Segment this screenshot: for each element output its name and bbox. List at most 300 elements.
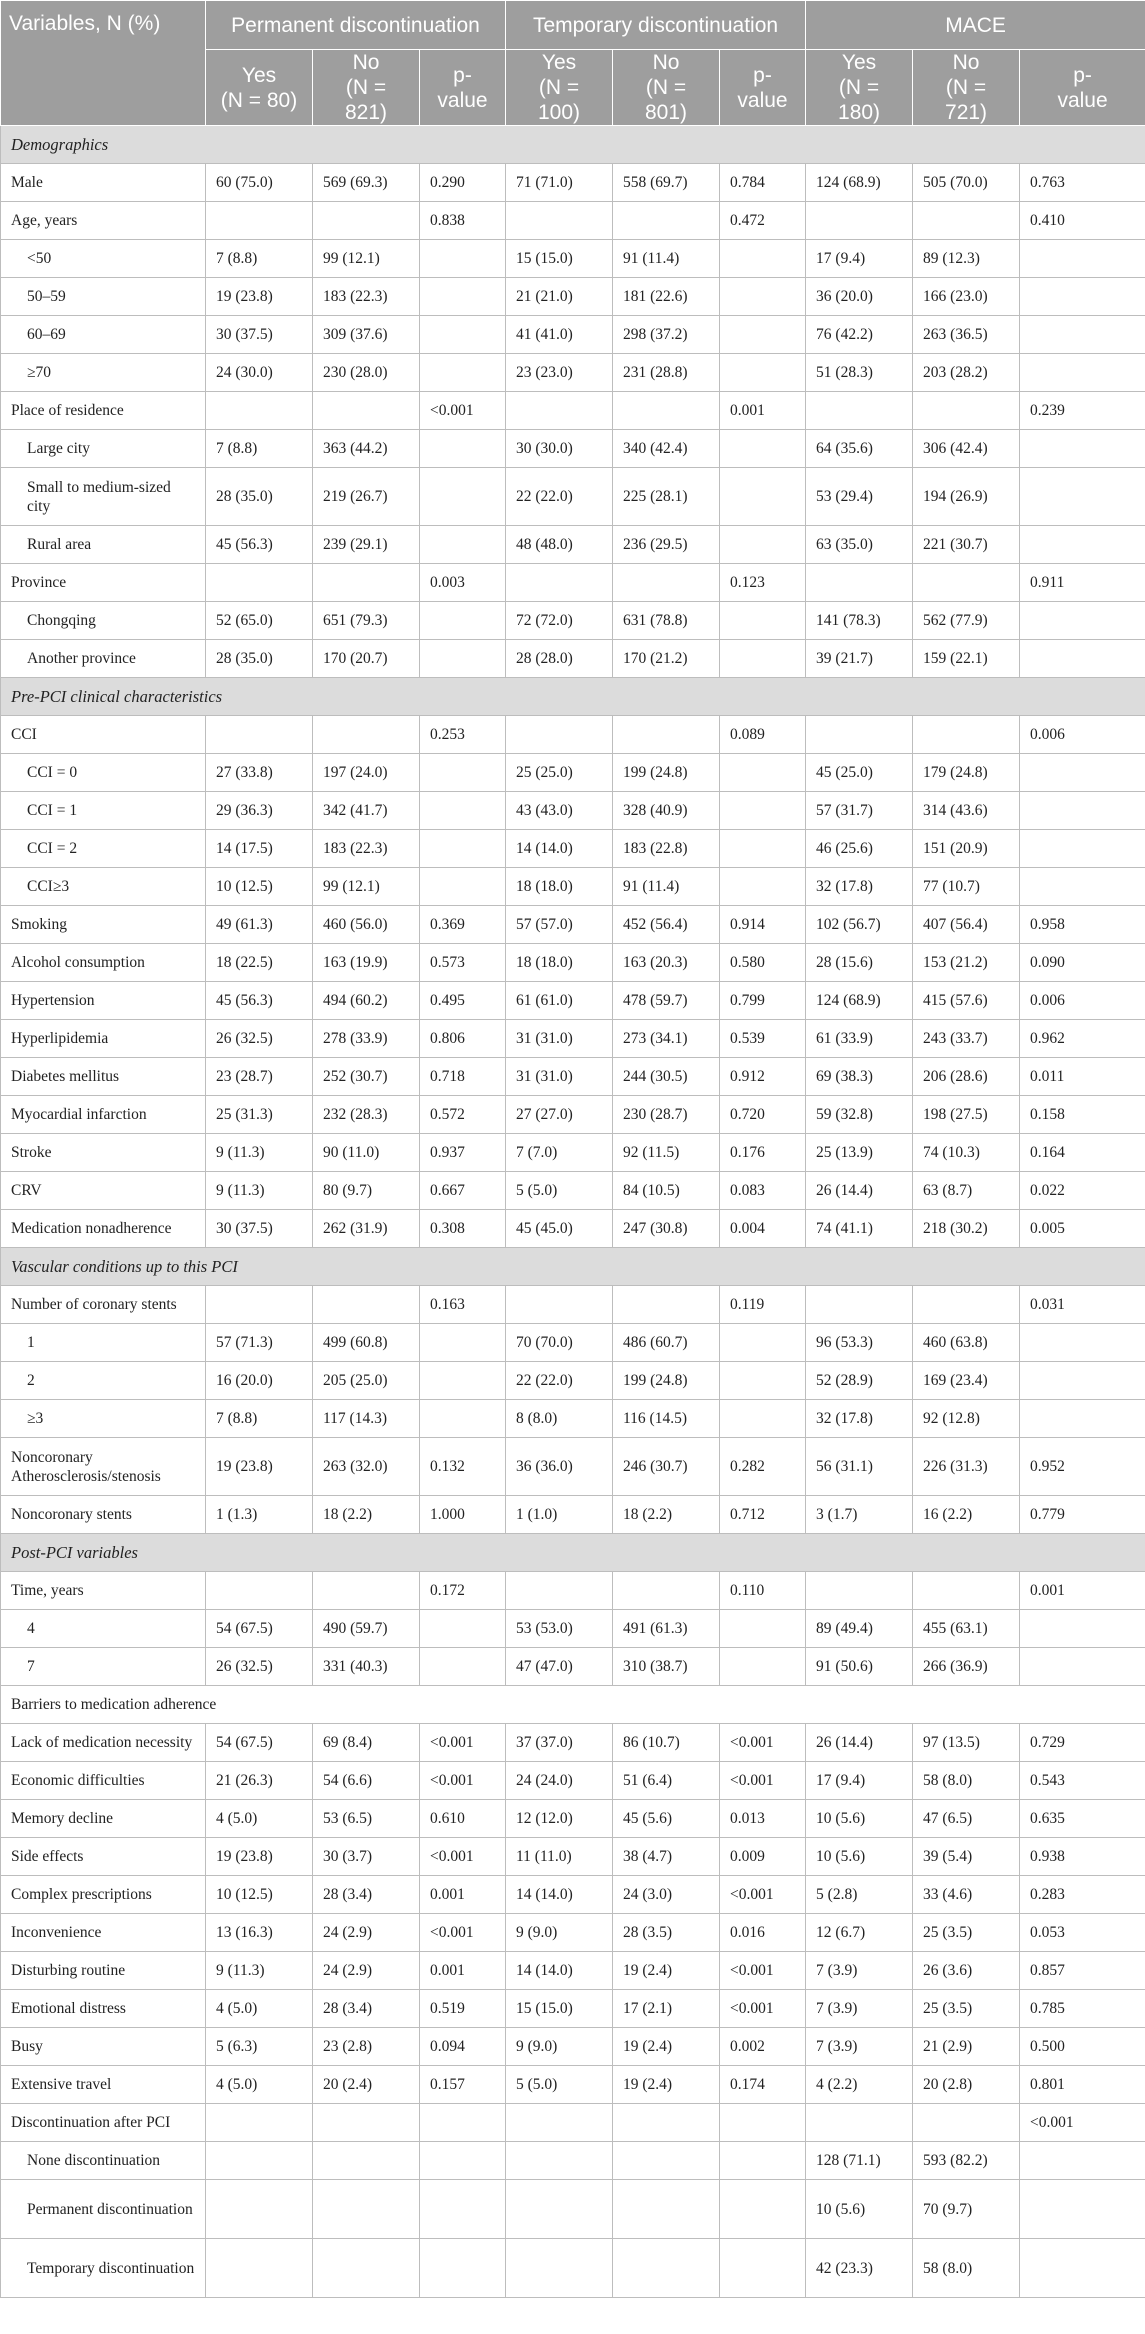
table-cell [1020, 868, 1145, 906]
section-title: Post-PCI variables [1, 1534, 1145, 1572]
table-cell: 48 (48.0) [506, 526, 613, 564]
table-row [1, 1058, 1145, 1096]
table-row [1, 392, 1145, 430]
table-cell [913, 202, 1020, 240]
table-cell [313, 392, 420, 430]
row-label: Place of residence [1, 392, 206, 430]
table-cell: 252 (30.7) [313, 1058, 420, 1096]
table-cell: 0.089 [720, 716, 806, 754]
row-label: Hypertension [1, 982, 206, 1020]
table-cell [720, 868, 806, 906]
table-cell [1020, 354, 1145, 392]
table-cell [720, 316, 806, 354]
table-cell [420, 792, 506, 830]
table-cell: 0.031 [1020, 1286, 1145, 1324]
table-cell: 231 (28.8) [613, 354, 720, 392]
table-row [1, 1362, 1145, 1400]
table-cell: 52 (28.9) [806, 1362, 913, 1400]
row-label: Myocardial infarction [1, 1096, 206, 1134]
table-cell: 30 (37.5) [206, 1210, 313, 1248]
table-cell [506, 2239, 613, 2298]
table-cell: 273 (34.1) [613, 1020, 720, 1058]
table-cell: 298 (37.2) [613, 316, 720, 354]
table-cell: 198 (27.5) [913, 1096, 1020, 1134]
table-cell: <0.001 [420, 1724, 506, 1762]
table-body [1, 126, 1145, 2298]
table-cell: 4 (5.0) [206, 1800, 313, 1838]
table-cell: 455 (63.1) [913, 1610, 1020, 1648]
table-cell: 28 (3.4) [313, 1876, 420, 1914]
row-label: 4 [1, 1610, 206, 1648]
table-cell: 63 (35.0) [806, 526, 913, 564]
table-cell: 266 (36.9) [913, 1648, 1020, 1686]
table-cell: <0.001 [720, 1952, 806, 1990]
table-row [1, 1952, 1145, 1990]
row-label: <50 [1, 240, 206, 278]
table-cell: 452 (56.4) [613, 906, 720, 944]
table-cell: 18 (2.2) [313, 1496, 420, 1534]
table-cell: 28 (28.0) [506, 640, 613, 678]
row-label: CCI = 0 [1, 754, 206, 792]
table-cell: 0.009 [720, 1838, 806, 1876]
table-cell: 0.937 [420, 1134, 506, 1172]
table-cell: 0.914 [720, 906, 806, 944]
table-cell: 12 (6.7) [806, 1914, 913, 1952]
table-cell: 30 (30.0) [506, 430, 613, 468]
table-cell: 16 (20.0) [206, 1362, 313, 1400]
table-cell: 28 (35.0) [206, 640, 313, 678]
table-row [1, 716, 1145, 754]
variables-header: Variables, N (%) [1, 1, 206, 126]
table-cell [1020, 830, 1145, 868]
table-cell: 205 (25.0) [313, 1362, 420, 1400]
column-subheader: No (N = 821) [313, 50, 420, 126]
table-row [1, 868, 1145, 906]
table-cell: 14 (14.0) [506, 1952, 613, 1990]
table-row [1, 2239, 1145, 2298]
row-label: Rural area [1, 526, 206, 564]
table-cell: 0.001 [420, 1952, 506, 1990]
table-cell: 183 (22.8) [613, 830, 720, 868]
table-cell: 4 (2.2) [806, 2066, 913, 2104]
table-cell: 5 (2.8) [806, 1876, 913, 1914]
table-cell: 10 (5.6) [806, 1838, 913, 1876]
table-cell [420, 278, 506, 316]
table-cell: 45 (56.3) [206, 982, 313, 1020]
table-cell: 39 (5.4) [913, 1838, 1020, 1876]
table-cell: 558 (69.7) [613, 164, 720, 202]
table-row [1, 1096, 1145, 1134]
section-row [1, 126, 1145, 164]
table-cell: 57 (31.7) [806, 792, 913, 830]
table-cell: 71 (71.0) [506, 164, 613, 202]
table-cell: 569 (69.3) [313, 164, 420, 202]
table-cell: 0.806 [420, 1020, 506, 1058]
table-cell: 0.006 [1020, 716, 1145, 754]
table-row [1, 982, 1145, 1020]
row-label: Busy [1, 2028, 206, 2066]
table-row [1, 526, 1145, 564]
table-cell [720, 354, 806, 392]
table-cell [313, 2104, 420, 2142]
table-cell: 0.022 [1020, 1172, 1145, 1210]
table-cell: 262 (31.9) [313, 1210, 420, 1248]
table-cell: 47 (6.5) [913, 1800, 1020, 1838]
table-cell [506, 1286, 613, 1324]
table-row [1, 430, 1145, 468]
table-row [1, 1438, 1145, 1496]
table-cell: 199 (24.8) [613, 1362, 720, 1400]
column-subheader: Yes (N = 80) [206, 50, 313, 126]
table-cell: 1 (1.0) [506, 1496, 613, 1534]
table-cell: 0.962 [1020, 1020, 1145, 1058]
table-cell: 7 (7.0) [506, 1134, 613, 1172]
section-row [1, 678, 1145, 716]
table-cell: 0.163 [420, 1286, 506, 1324]
table-cell: 5 (6.3) [206, 2028, 313, 2066]
table-cell: 61 (61.0) [506, 982, 613, 1020]
column-subheader: No (N = 721) [913, 50, 1020, 126]
table-cell [1020, 278, 1145, 316]
table-cell: 179 (24.8) [913, 754, 1020, 792]
table-cell: 22 (22.0) [506, 1362, 613, 1400]
row-label: 50–59 [1, 278, 206, 316]
table-cell: 42 (23.3) [806, 2239, 913, 2298]
table-cell: 26 (32.5) [206, 1020, 313, 1058]
table-cell: 63 (8.7) [913, 1172, 1020, 1210]
group-header-temporary: Temporary discontinuation [506, 1, 806, 50]
table-cell [506, 2104, 613, 2142]
table-cell [420, 830, 506, 868]
table-cell: 141 (78.3) [806, 602, 913, 640]
table-cell [806, 392, 913, 430]
table-cell [313, 564, 420, 602]
table-cell [1020, 792, 1145, 830]
table-cell [1020, 316, 1145, 354]
table-cell: 9 (11.3) [206, 1172, 313, 1210]
table-cell [720, 526, 806, 564]
table-cell [420, 468, 506, 526]
group-header-mace: MACE [806, 1, 1145, 50]
table-cell: 0.090 [1020, 944, 1145, 982]
table-cell: 53 (29.4) [806, 468, 913, 526]
table-cell: 97 (13.5) [913, 1724, 1020, 1762]
table-cell: 5 (5.0) [506, 2066, 613, 2104]
table-cell: 52 (65.0) [206, 602, 313, 640]
table-row [1, 2142, 1145, 2180]
table-cell: 31 (31.0) [506, 1020, 613, 1058]
table-cell: 460 (56.0) [313, 906, 420, 944]
table-cell: 12 (12.0) [506, 1800, 613, 1838]
table-cell: 14 (17.5) [206, 830, 313, 868]
row-label: Alcohol consumption [1, 944, 206, 982]
table-cell: 28 (15.6) [806, 944, 913, 982]
table-cell: 58 (8.0) [913, 1762, 1020, 1800]
table-cell: 99 (12.1) [313, 868, 420, 906]
table-cell: 0.938 [1020, 1838, 1145, 1876]
table-cell [613, 1572, 720, 1610]
table-cell: 17 (9.4) [806, 240, 913, 278]
table-cell: 342 (41.7) [313, 792, 420, 830]
table-row [1, 1210, 1145, 1248]
table-cell: 25 (31.3) [206, 1096, 313, 1134]
table-row [1, 1800, 1145, 1838]
table-cell [720, 278, 806, 316]
table-cell: 562 (77.9) [913, 602, 1020, 640]
table-cell [313, 2180, 420, 2239]
table-cell: 340 (42.4) [613, 430, 720, 468]
table-cell: 0.500 [1020, 2028, 1145, 2066]
table-cell: 10 (5.6) [806, 2180, 913, 2239]
table-cell: 239 (29.1) [313, 526, 420, 564]
table-cell: 0.801 [1020, 2066, 1145, 2104]
table-cell [206, 716, 313, 754]
table-cell [313, 2142, 420, 2180]
table-cell: 0.911 [1020, 564, 1145, 602]
row-label: Another province [1, 640, 206, 678]
column-subheader: p- value [1020, 50, 1145, 126]
table-cell [613, 392, 720, 430]
table-cell: 170 (21.2) [613, 640, 720, 678]
table-cell: <0.001 [1020, 2104, 1145, 2142]
table-cell: 18 (18.0) [506, 944, 613, 982]
table-cell: 47 (47.0) [506, 1648, 613, 1686]
table-cell: 0.572 [420, 1096, 506, 1134]
table-cell [313, 716, 420, 754]
table-cell: 7 (8.8) [206, 430, 313, 468]
row-label: Temporary discontinuation [1, 2239, 206, 2298]
table-row [1, 1020, 1145, 1058]
table-cell: <0.001 [420, 392, 506, 430]
table-cell: 0.952 [1020, 1438, 1145, 1496]
table-cell: 9 (9.0) [506, 2028, 613, 2066]
table-cell: 72 (72.0) [506, 602, 613, 640]
table-cell: 57 (71.3) [206, 1324, 313, 1362]
table-cell: 1.000 [420, 1496, 506, 1534]
table-cell: 163 (20.3) [613, 944, 720, 982]
table-cell: 14 (14.0) [506, 1876, 613, 1914]
table-cell: 328 (40.9) [613, 792, 720, 830]
section-title: Demographics [1, 126, 1145, 164]
column-subheader: Yes (N = 180) [806, 50, 913, 126]
table-cell [806, 202, 913, 240]
table-cell: 0.164 [1020, 1134, 1145, 1172]
table-cell: 0.799 [720, 982, 806, 1020]
table-cell: 9 (9.0) [506, 1914, 613, 1952]
table-cell: 166 (23.0) [913, 278, 1020, 316]
table-cell: 74 (10.3) [913, 1134, 1020, 1172]
table-cell [720, 1400, 806, 1438]
table-cell: 183 (22.3) [313, 278, 420, 316]
row-label: CCI = 1 [1, 792, 206, 830]
table-cell: 0.094 [420, 2028, 506, 2066]
table-cell: 90 (11.0) [313, 1134, 420, 1172]
section-title: Pre-PCI clinical characteristics [1, 678, 1145, 716]
table-cell: 22 (22.0) [506, 468, 613, 526]
table-cell: 53 (6.5) [313, 1800, 420, 1838]
table-cell: 314 (43.6) [913, 792, 1020, 830]
table-cell: 74 (41.1) [806, 1210, 913, 1248]
table-cell: 0.158 [1020, 1096, 1145, 1134]
table-cell: 0.635 [1020, 1800, 1145, 1838]
table-cell [1020, 1400, 1145, 1438]
table-row [1, 1286, 1145, 1324]
table-cell [720, 2180, 806, 2239]
table-cell [806, 1572, 913, 1610]
row-label: CCI [1, 716, 206, 754]
table-cell [506, 564, 613, 602]
table-cell: 19 (23.8) [206, 1438, 313, 1496]
table-cell: 218 (30.2) [913, 1210, 1020, 1248]
table-cell [720, 240, 806, 278]
table-cell: 0.543 [1020, 1762, 1145, 1800]
table-cell [420, 2142, 506, 2180]
table-cell [206, 2239, 313, 2298]
table-cell: 20 (2.8) [913, 2066, 1020, 2104]
table-row [1, 1324, 1145, 1362]
row-label: ≥70 [1, 354, 206, 392]
row-label: Side effects [1, 1838, 206, 1876]
table-cell [1020, 2180, 1145, 2239]
table-cell: 0.006 [1020, 982, 1145, 1020]
table-cell: 116 (14.5) [613, 1400, 720, 1438]
table-cell [420, 1362, 506, 1400]
table-cell: 19 (2.4) [613, 2066, 720, 2104]
table-cell: 225 (28.1) [613, 468, 720, 526]
row-label: Disturbing routine [1, 1952, 206, 1990]
table-cell: 278 (33.9) [313, 1020, 420, 1058]
table-cell: 0.495 [420, 982, 506, 1020]
table-cell: 0.110 [720, 1572, 806, 1610]
table-cell: 407 (56.4) [913, 906, 1020, 944]
table-cell: 309 (37.6) [313, 316, 420, 354]
table-cell: 53 (53.0) [506, 1610, 613, 1648]
table-cell: 7 (8.8) [206, 1400, 313, 1438]
table-cell: 38 (4.7) [613, 1838, 720, 1876]
table-cell: 77 (10.7) [913, 868, 1020, 906]
table-cell: 415 (57.6) [913, 982, 1020, 1020]
row-label: CCI≥3 [1, 868, 206, 906]
table-cell: 11 (11.0) [506, 1838, 613, 1876]
table-cell [1020, 1324, 1145, 1362]
table-cell: 0.283 [1020, 1876, 1145, 1914]
table-cell [506, 716, 613, 754]
table-cell: 92 (12.8) [913, 1400, 1020, 1438]
table-cell [720, 1610, 806, 1648]
table-cell: 45 (45.0) [506, 1210, 613, 1248]
table-cell [313, 202, 420, 240]
table-row [1, 640, 1145, 678]
table-cell [206, 392, 313, 430]
table-cell: 102 (56.7) [806, 906, 913, 944]
table-cell: 0.239 [1020, 392, 1145, 430]
table-cell: 23 (2.8) [313, 2028, 420, 2066]
table-cell: 486 (60.7) [613, 1324, 720, 1362]
table-row [1, 316, 1145, 354]
table-cell: 57 (57.0) [506, 906, 613, 944]
table-cell [913, 2104, 1020, 2142]
table-cell: 236 (29.5) [613, 526, 720, 564]
table-cell: 61 (33.9) [806, 1020, 913, 1058]
column-subheader: No (N = 801) [613, 50, 720, 126]
row-label: Memory decline [1, 1800, 206, 1838]
table-cell: 4 (5.0) [206, 1990, 313, 2028]
table-cell [913, 392, 1020, 430]
table-cell: 89 (49.4) [806, 1610, 913, 1648]
table-cell [420, 430, 506, 468]
table-cell: 25 (3.5) [913, 1914, 1020, 1952]
table-cell [206, 2142, 313, 2180]
table-cell: 32 (17.8) [806, 1400, 913, 1438]
table-cell: 0.002 [720, 2028, 806, 2066]
table-cell [313, 2239, 420, 2298]
table-cell: 28 (35.0) [206, 468, 313, 526]
table-cell: 206 (28.6) [913, 1058, 1020, 1096]
table-cell: 13 (16.3) [206, 1914, 313, 1952]
table-cell: 43 (43.0) [506, 792, 613, 830]
table-cell [720, 830, 806, 868]
table-cell: 26 (14.4) [806, 1172, 913, 1210]
table-cell [720, 2104, 806, 2142]
table-cell [613, 202, 720, 240]
table-cell: 0.308 [420, 1210, 506, 1248]
table-cell: 4 (5.0) [206, 2066, 313, 2104]
column-subheader: Yes (N = 100) [506, 50, 613, 126]
table-cell [206, 2104, 313, 2142]
table-cell: <0.001 [720, 1762, 806, 1800]
table-cell: 0.410 [1020, 202, 1145, 240]
table-cell: 505 (70.0) [913, 164, 1020, 202]
table-cell: 124 (68.9) [806, 164, 913, 202]
table-cell: 28 (3.4) [313, 1990, 420, 2028]
table-row [1, 2104, 1145, 2142]
table-cell [206, 564, 313, 602]
column-subheader: p- value [720, 50, 806, 126]
table-row [1, 1990, 1145, 2028]
table-cell: 0.785 [1020, 1990, 1145, 2028]
table-cell: 0.174 [720, 2066, 806, 2104]
table-cell: 7 (3.9) [806, 1990, 913, 2028]
table-cell [1020, 1610, 1145, 1648]
table-row [1, 1134, 1145, 1172]
table-cell: 24 (2.9) [313, 1914, 420, 1952]
table-cell [420, 1400, 506, 1438]
table-cell [806, 1286, 913, 1324]
table-row [1, 1838, 1145, 1876]
table-cell: 0.573 [420, 944, 506, 982]
table-cell [613, 716, 720, 754]
table-cell: 0.172 [420, 1572, 506, 1610]
table-cell: 0.016 [720, 1914, 806, 1952]
table-cell [1020, 1362, 1145, 1400]
table-cell: 20 (2.4) [313, 2066, 420, 2104]
table-cell: 244 (30.5) [613, 1058, 720, 1096]
table-cell: 0.857 [1020, 1952, 1145, 1990]
row-label: None discontinuation [1, 2142, 206, 2180]
table-row [1, 1686, 1145, 1724]
table-cell: <0.001 [420, 1762, 506, 1800]
table-cell: 181 (22.6) [613, 278, 720, 316]
table-cell: 0.729 [1020, 1724, 1145, 1762]
table-row [1, 792, 1145, 830]
row-label: Permanent discontinuation [1, 2180, 206, 2239]
table-cell [720, 468, 806, 526]
row-label: 1 [1, 1324, 206, 1362]
table-cell: 5 (5.0) [506, 1172, 613, 1210]
table-cell [1020, 468, 1145, 526]
table-cell: 331 (40.3) [313, 1648, 420, 1686]
table-cell: 0.779 [1020, 1496, 1145, 1534]
